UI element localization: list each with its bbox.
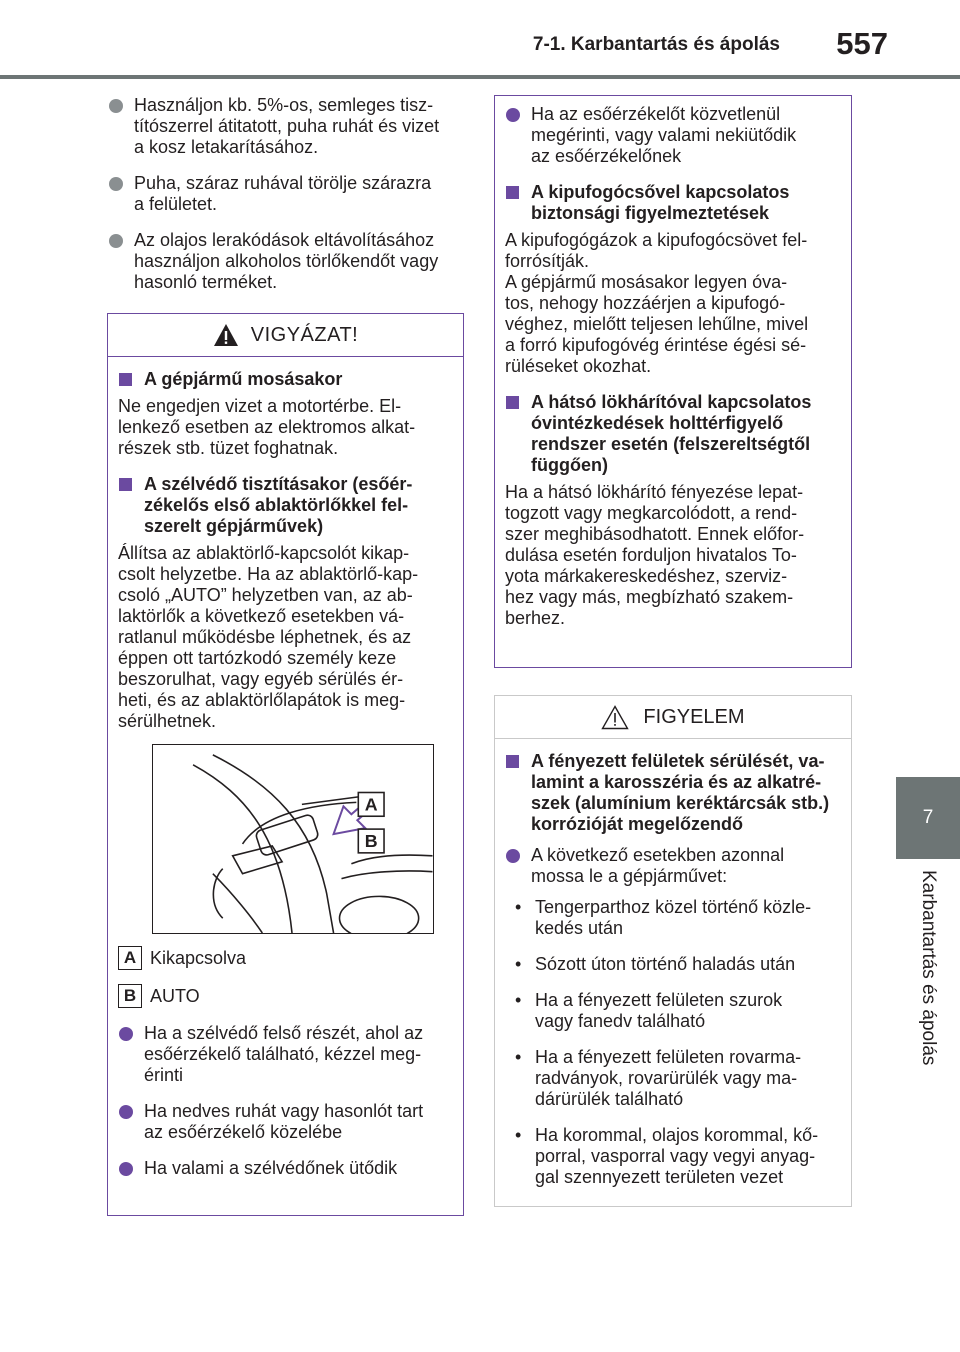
list-item: Ha az esőérzékelőt közvetlenül megérinti, vagy valami nekiütődik az esőérzékelőnek: [505, 104, 841, 167]
list-item: Puha, száraz ruhával törölje szárazra a felületet.: [108, 173, 464, 215]
caution-paragraph: A kipufogógázok a kipufogócsövet fel- forrósítják. A gépjármű mosásakor legyen óva- tos, nehogy hozzáérjen a kipufogó- véghez, mielőtt teljesen lehűlne, mivel a forró kipufogóvég érintése égési sé- rüléseket okozhat.: [505, 230, 809, 376]
caution-subheading: A gépjármű mosásakor: [118, 369, 453, 390]
legend-item: A Kikapcsolva: [118, 947, 453, 969]
list-item: Ha valami a szélvédőnek ütődik: [118, 1158, 453, 1179]
bullet-icon: [109, 177, 123, 191]
chapter-label: Karbantartás és ápolás: [918, 870, 939, 1066]
square-bullet-icon: [119, 373, 132, 386]
list-item: Ha nedves ruhát vagy hasonlót tart az esőérzékelő közelébe: [118, 1101, 453, 1143]
caution-subheading: A hátsó lökhárítóval kapcsolatos óvintézkedések holttérfigyelő rendszer esetén (felszereltségtől függően): [505, 392, 841, 476]
caution-continued-box: [494, 95, 852, 668]
caution-title: VIGYÁZAT!: [250, 323, 359, 346]
caution-paragraph: Ha a hátsó lökhárító fényezése lepat- togzott vagy megkarcolódott, a rend- szer meghibásodhatott. Ennek előfor- dulása esetén forduljon hivatalos To- yota márkakereskedéshez, szerviz- hez vagy más, megbízható szakem- berhez.: [505, 482, 805, 628]
legend-item: B AUTO: [118, 985, 453, 1007]
caution-subheading: A szélvédő tisztításakor (esőér- zékelős első ablaktörlőkkel fel- szerelt gépjárművek): [118, 474, 453, 537]
wiper-switch-illustration: [152, 744, 434, 934]
list-item: Az olajos lerakódások eltávolításához használjon alkoholos törlőkendőt vagy hasonló terméket.: [108, 230, 464, 293]
caution-header: [108, 314, 463, 357]
notice-header: [495, 696, 851, 739]
bullet-icon: [506, 108, 520, 122]
square-bullet-icon: [506, 755, 519, 768]
svg-text:B: B: [364, 830, 378, 851]
square-bullet-icon: [506, 186, 519, 199]
list-item: • Ha a fényezett felületen szurok vagy fanedv található: [515, 990, 783, 1031]
caution-box: [107, 313, 464, 1216]
section-title: 7-1. Karbantartás és ápolás: [532, 34, 780, 55]
list-item: Használjon kb. 5%-os, semleges tisz- títószerrel átitatott, puha ruhát és vizet a kosz letakarításához.: [108, 95, 464, 158]
caution-subheading: A kipufogócsővel kapcsolatos biztonsági figyelmeztetések: [505, 182, 841, 224]
list-item: Ha a szélvédő felső részét, ahol az esőérzékelő található, kézzel meg- érinti: [118, 1023, 453, 1086]
notice-box: [494, 695, 852, 1207]
notice-subheading: A fényezett felületek sérülését, va- lamint a karosszéria és az alkatré- szek (alumínium keréktárcsák stb.) korrózióját megelőzendő: [505, 751, 841, 835]
list-item: • Ha korommal, olajos korommal, kő- porral, vasporral vagy vegyi anyag- gal szennyezett területen vezet: [515, 1125, 819, 1187]
square-bullet-icon: [506, 396, 519, 409]
intro-list: [108, 95, 464, 308]
chapter-tab: 7: [896, 777, 960, 859]
caution-paragraph: Ne engedjen vizet a motortérbe. El- lenkező esetben az elektromos alkat- részek stb. tüzet foghatnak.: [118, 396, 416, 458]
bullet-icon: [109, 99, 123, 113]
warning-triangle-icon: [213, 323, 239, 347]
caution-paragraph: Állítsa az ablaktörlő-kapcsolót kikap- csolt helyzetbe. Ha az ablaktörlő-kap- csoló „AUTO” helyzetben van, az ab- laktörlők a következő esetekben vá- ratlanul működésbe léphetnek, és az éppen ott tartózkodó személy keze beszorulhat, vagy egyéb sérülés ér- heti, és az ablaktörlőlapátok is meg- sérülhetnek.: [118, 543, 419, 731]
list-item: • Sózott úton történő haladás után: [515, 954, 796, 974]
bullet-icon: [119, 1105, 133, 1119]
bullet-icon: [506, 849, 520, 863]
bullet-icon: [119, 1027, 133, 1041]
svg-text:A: A: [364, 794, 378, 815]
list-item: A következő esetekben azonnal mossa le a gépjárművet:: [505, 845, 841, 887]
label-a-marker: A: [118, 946, 142, 970]
square-bullet-icon: [119, 478, 132, 491]
bullet-icon: [109, 234, 123, 248]
notice-title: FIGYELEM: [643, 705, 745, 728]
header-rule: [0, 75, 960, 79]
list-item: • Tengerparthoz közel történő közle- kedés után: [515, 897, 812, 938]
label-b-marker: B: [118, 984, 142, 1008]
page-number: 557: [836, 26, 888, 61]
list-item: • Ha a fényezett felületen rovarma- radványok, rovarürülék vagy ma- dárürülék található: [515, 1047, 802, 1109]
warning-triangle-outline-icon: [601, 705, 629, 730]
bullet-icon: [119, 1162, 133, 1176]
